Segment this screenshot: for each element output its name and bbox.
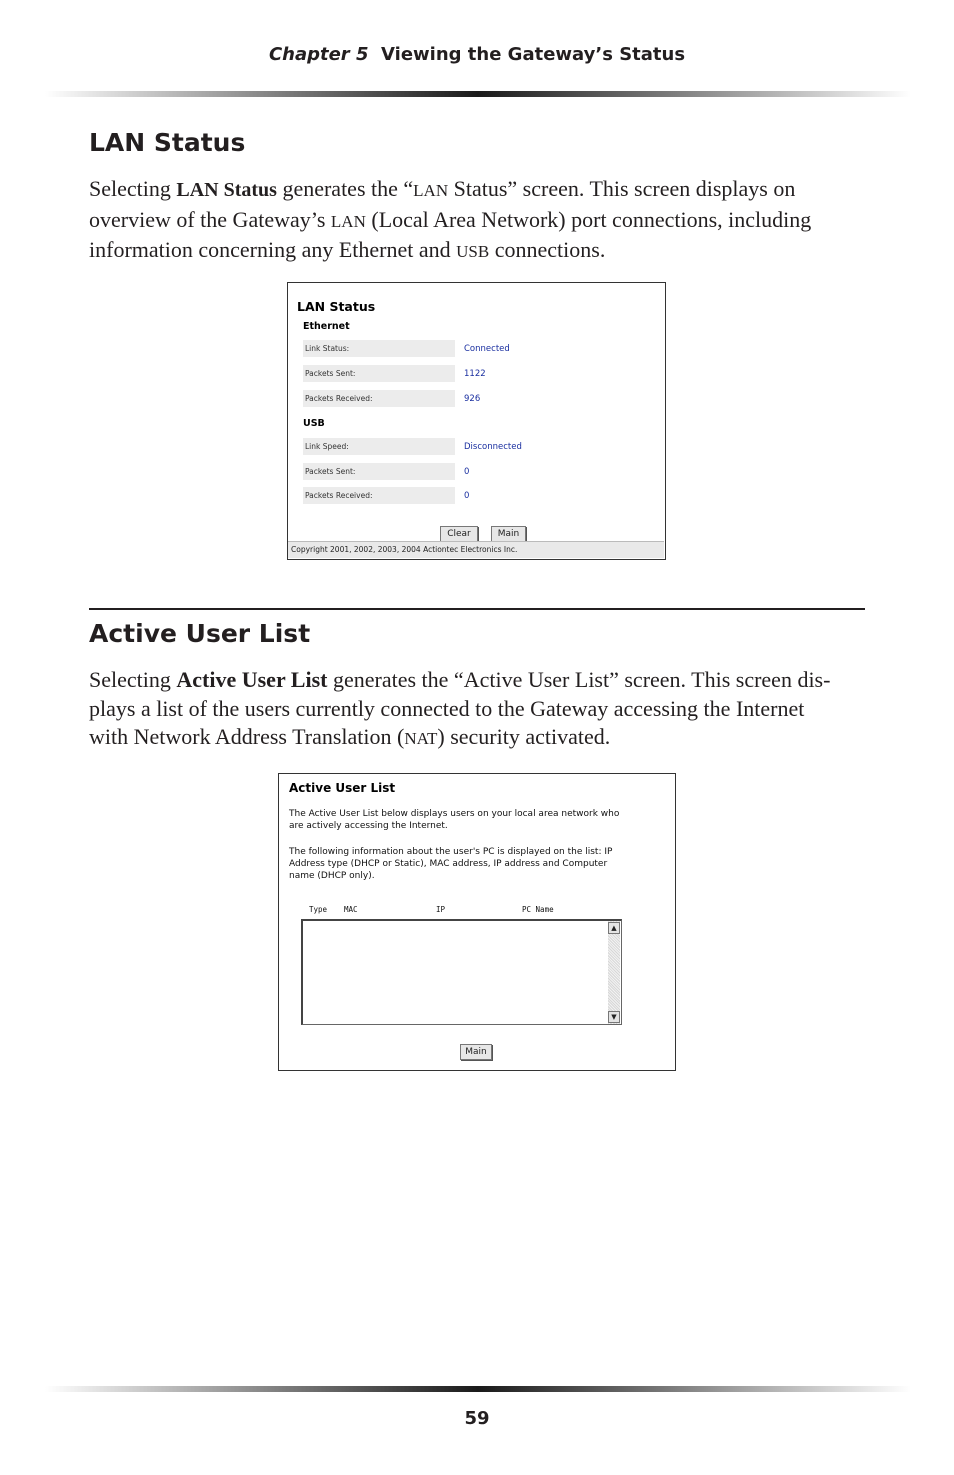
clear-button[interactable]: Clear [440, 526, 478, 542]
usb-heading: USB [303, 418, 325, 429]
col-header-mac: MAC [344, 905, 358, 914]
scroll-up-icon[interactable]: ▲ [608, 922, 620, 934]
lan-status-screenshot [287, 282, 666, 560]
lan-para-line3: information concerning any Ethernet and USB connections. [89, 237, 606, 262]
lan-para-line2: overview of the Gateway’s LAN (Local Area Network) port connections, including [89, 206, 812, 232]
chapter-title: Viewing the Gateway’s Status [381, 44, 686, 65]
listbox-scrollbar[interactable] [608, 921, 620, 1024]
usb-packets-sent-label: Packets Sent: [303, 463, 455, 480]
chapter-label: Chapter 5 [268, 44, 369, 65]
active-main-button[interactable]: Main [460, 1044, 492, 1060]
active-user-list-paragraph [89, 666, 869, 754]
col-header-type: Type [309, 905, 328, 914]
col-header-pc-name: PC Name [522, 905, 554, 914]
lan-status-paragraph [89, 175, 869, 267]
lan-status-heading: LAN Status [89, 128, 246, 157]
running-header [0, 44, 954, 65]
header-rule [45, 91, 911, 97]
eth-packets-received-value: 926 [464, 394, 481, 404]
col-header-ip: IP [436, 905, 446, 914]
active-para-line2: plays a list of the users currently connected to the Gateway accessing the Internet [89, 695, 805, 721]
page-number: 59 [464, 1408, 490, 1429]
footer-rule [45, 1386, 911, 1392]
usb-link-speed-label: Link Speed: [303, 438, 455, 455]
eth-link-status-label: Link Status: [303, 340, 455, 357]
usb-packets-received-label: Packets Received: [303, 487, 455, 504]
usb-link-speed-value: Disconnected [464, 442, 522, 452]
active-user-listbox[interactable] [301, 919, 622, 1025]
active-user-list-heading: Active User List [89, 619, 311, 648]
usb-packets-received-value: 0 [464, 491, 470, 501]
section-divider [89, 608, 865, 610]
lan-para-line1: Selecting LAN Status generates the “LAN Status” screen. This screen displays on [89, 176, 796, 201]
usb-packets-sent-value: 0 [464, 467, 470, 477]
active-desc-1: The Active User List below displays users on your local area network who are actively accessing the Internet. [289, 809, 620, 831]
active-user-list-screenshot [278, 773, 676, 1071]
main-button[interactable]: Main [491, 526, 526, 542]
eth-packets-sent-label: Packets Sent: [303, 365, 455, 382]
active-screenshot-title: Active User List [289, 781, 396, 795]
copyright-bar: Copyright 2001, 2002, 2003, 2004 Actiontec Electronics Inc. [288, 541, 664, 558]
eth-packets-received-label: Packets Received: [303, 390, 455, 407]
lan-screenshot-title: LAN Status [297, 299, 376, 314]
ethernet-heading: Ethernet [303, 321, 350, 332]
eth-link-status-value: Connected [464, 344, 510, 354]
active-desc-2: The following information about the user's PC is displayed on the list: IP Address type (DHCP or Static), MAC address, IP address and Computer name (DHCP only). [289, 847, 613, 881]
eth-packets-sent-value: 1122 [464, 369, 486, 379]
scroll-down-icon[interactable]: ▼ [608, 1011, 620, 1023]
active-para-line1: Selecting Active User List generates the “Active User List” screen. This screen dis- [89, 667, 831, 692]
active-para-line3: with Network Address Translation (NAT) security activated. [89, 724, 611, 749]
